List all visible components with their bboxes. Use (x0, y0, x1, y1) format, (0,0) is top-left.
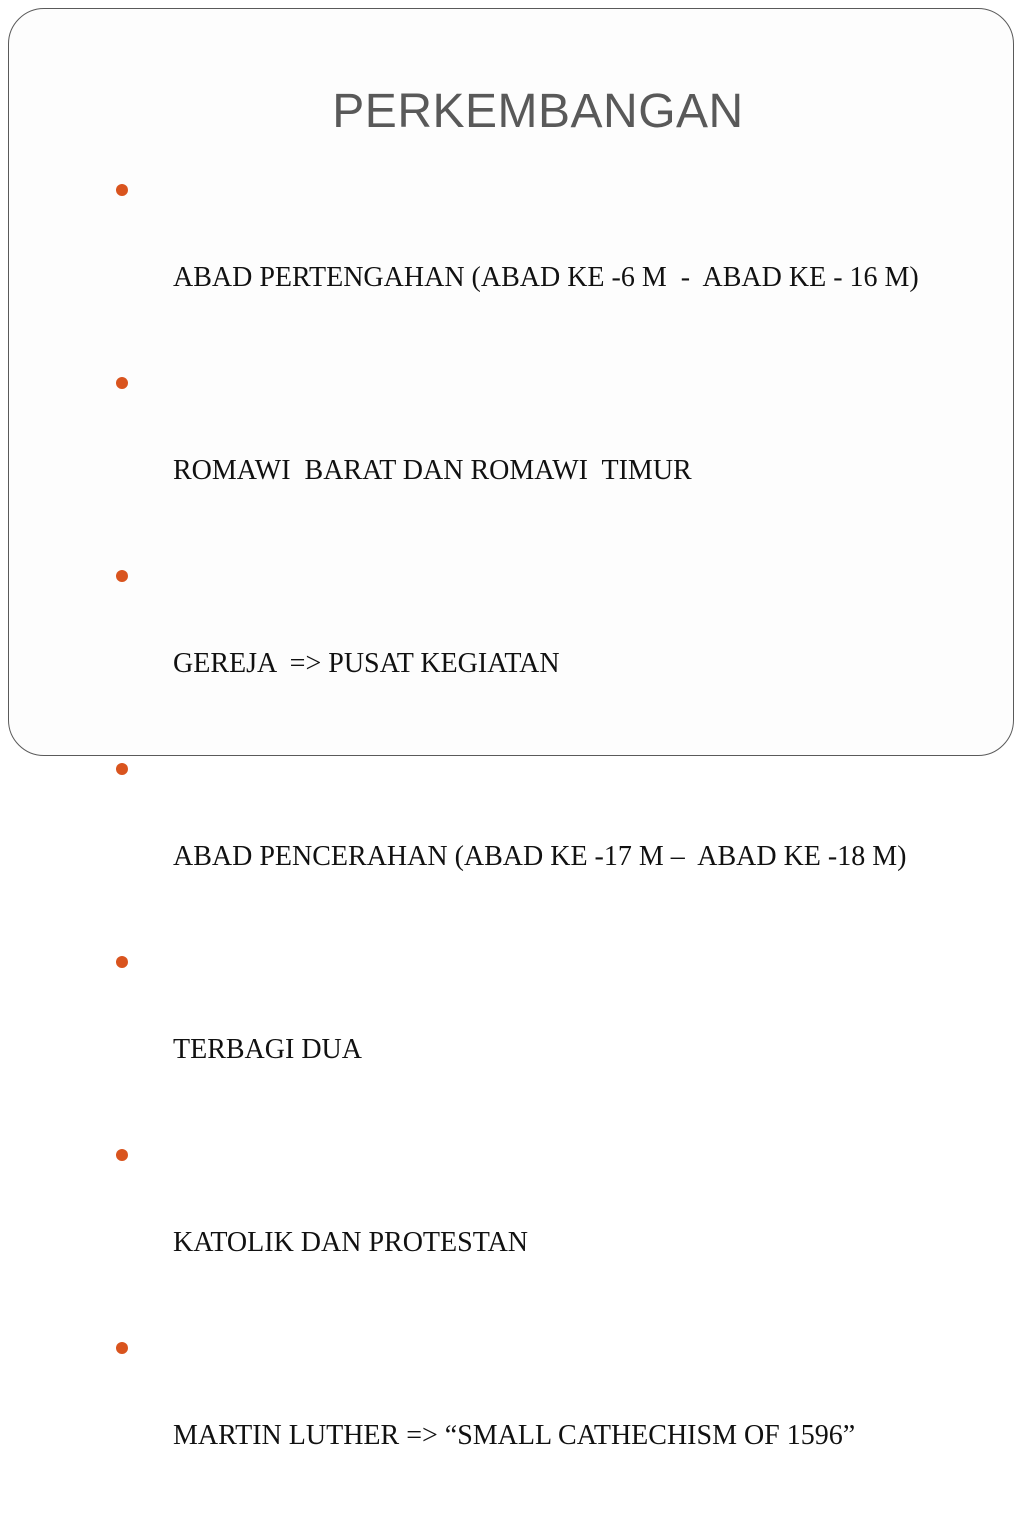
bullet-item (116, 940, 966, 1116)
bullet-dot-icon (116, 184, 128, 196)
bullet-text: ABAD PERTENGAHAN (ABAD KE -6 M - ABAD KE - 16 M) (173, 262, 919, 293)
bullet-item (116, 1133, 966, 1309)
bullet-dot-icon (116, 570, 128, 582)
bullet-item (116, 747, 966, 923)
bullet-list (116, 168, 966, 1519)
bullet-text: GEREJA => PUSAT KEGIATAN (173, 648, 560, 679)
bullet-text: TERBAGI DUA (173, 1034, 362, 1065)
bullet-item (116, 554, 966, 730)
bullet-text: ROMAWI BARAT DAN ROMAWI TIMUR (173, 455, 692, 486)
bullet-item (116, 168, 966, 344)
bullet-dot-icon (116, 1342, 128, 1354)
bullet-dot-icon (116, 956, 128, 968)
slide-title: PERKEMBANGAN (332, 85, 744, 138)
bullet-dot-icon (116, 763, 128, 775)
bullet-dot-icon (116, 1149, 128, 1161)
bullet-item (116, 1326, 966, 1502)
bullet-text: KATOLIK DAN PROTESTAN (173, 1227, 529, 1258)
bullet-item (116, 361, 966, 537)
bullet-text: MARTIN LUTHER => “SMALL CATHECHISM OF 1596” (173, 1420, 856, 1451)
bullet-text: ABAD PENCERAHAN (ABAD KE -17 M – ABAD KE -18 M) (173, 841, 907, 872)
bullet-dot-icon (116, 377, 128, 389)
